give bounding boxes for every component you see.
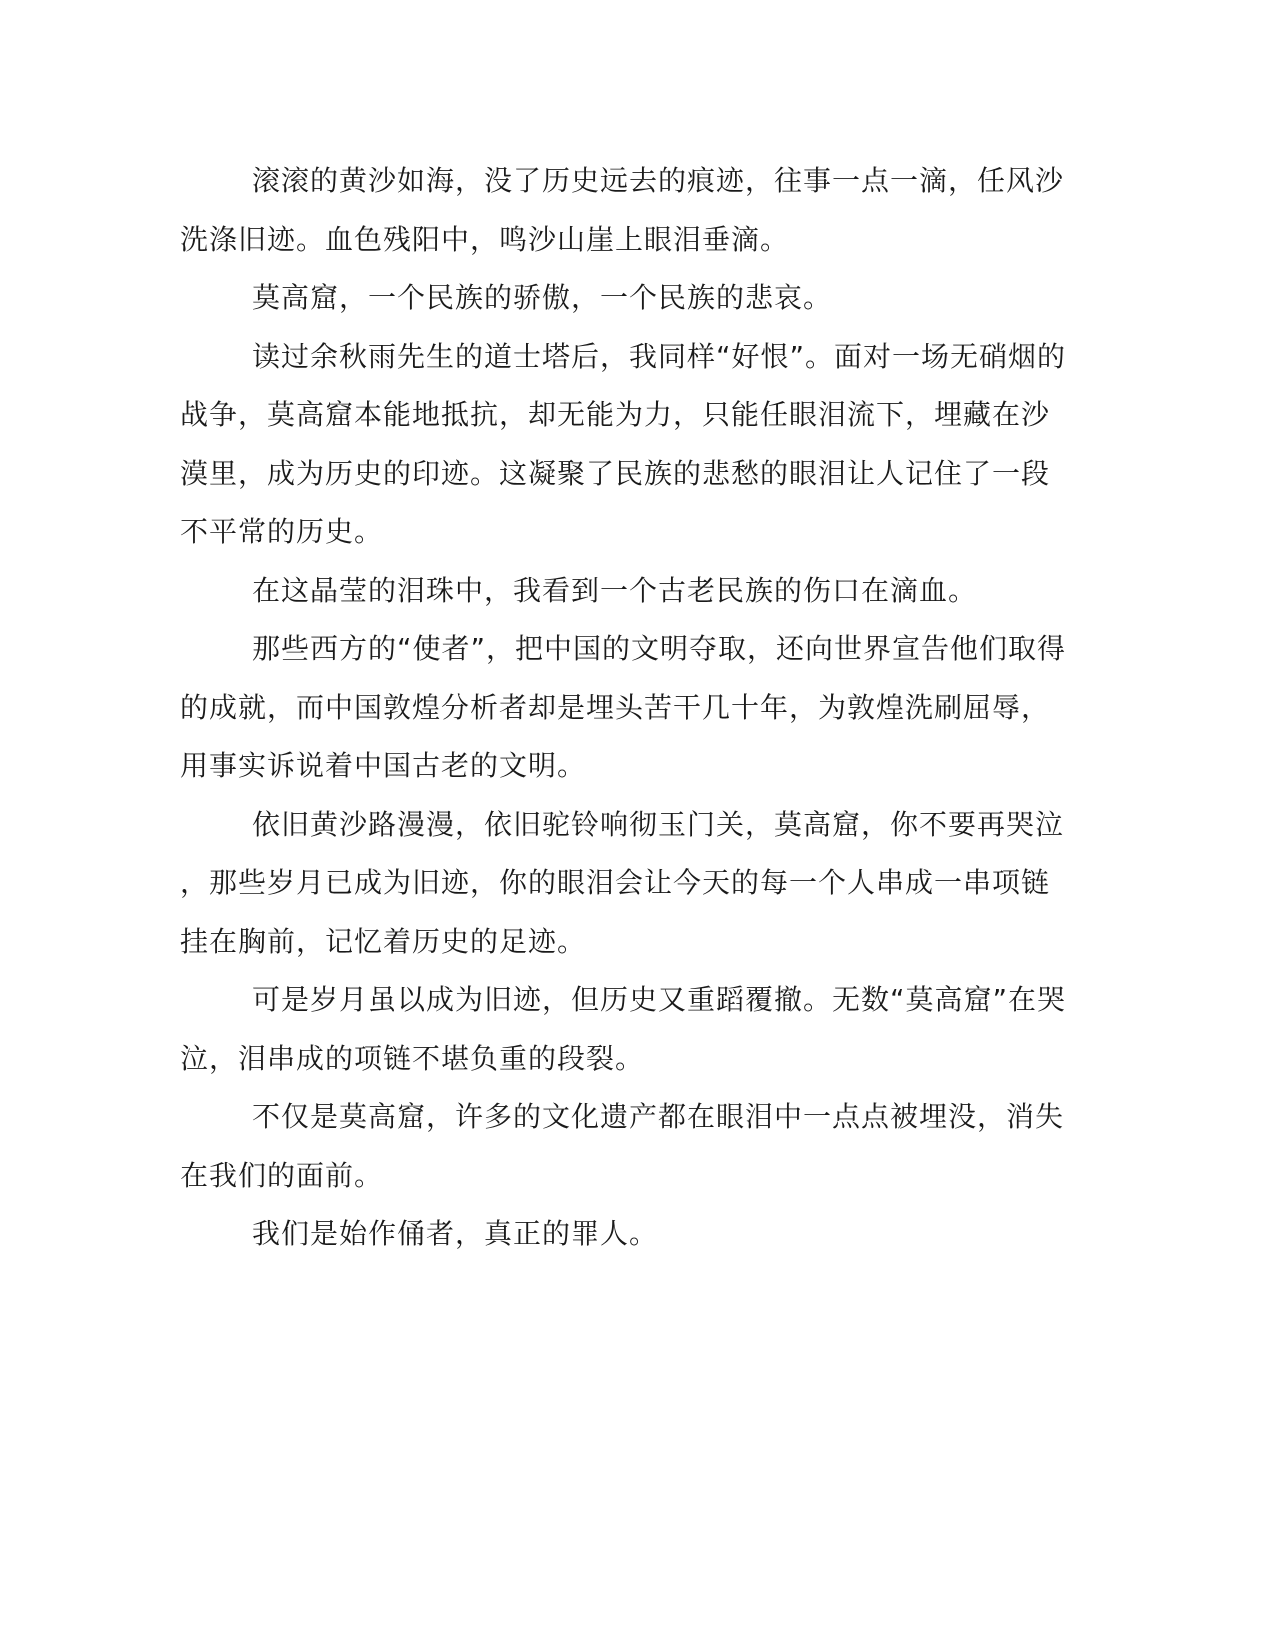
paragraph-line: ，那些岁月已成为旧迹，你的眼泪会让今天的每一个人串成一串项链 — [180, 866, 1051, 899]
paragraph-line: 用事实诉说着中国古老的文明。 — [180, 749, 587, 782]
paragraph-7 — [180, 971, 1067, 1088]
paragraph-line: 挂在胸前，记忆着历史的足迹。 — [180, 924, 587, 958]
paragraph-3 — [180, 328, 1067, 562]
paragraph-line: 可是岁月虽以成为旧迹，但历史又重蹈覆撤。无数“莫高窟”在哭 — [252, 983, 1067, 1016]
paragraph-line: 莫高窟，一个民族的骄傲，一个民族的悲哀。 — [252, 281, 833, 314]
paragraph-line: 洗涤旧迹。血色残阳中，鸣沙山崖上眼泪垂滴。 — [180, 222, 790, 256]
paragraph-line: 的成就，而中国敦煌分析者却是埋头苦干几十年，为敦煌洗刷屈辱， — [180, 690, 1051, 724]
paragraph-line: 滚滚的黄沙如海，没了历史远去的痕迹，往事一点一滴，任风沙 — [252, 164, 1065, 197]
document-body — [180, 152, 1067, 1264]
paragraph-6 — [180, 796, 1065, 972]
paragraph-line: 在这晶莹的泪珠中，我看到一个古老民族的伤口在滴血。 — [252, 573, 978, 607]
paragraph-line: 读过余秋雨先生的道士塔后，我同样“好恨”。面对一场无硝烟的 — [252, 339, 1067, 373]
paragraph-line: 依旧黄沙路漫漫，依旧驼铃响彻玉门关，莫高窟，你不要再哭泣 — [252, 807, 1065, 841]
paragraph-line: 泣，泪串成的项链不堪负重的段裂。 — [180, 1041, 645, 1075]
paragraph-1 — [180, 152, 1065, 269]
paragraph-line: 不仅是莫高窟，许多的文化遗产都在眼泪中一点点被埋没，消失 — [252, 1100, 1065, 1133]
paragraph-5 — [180, 620, 1067, 796]
paragraph-line: 在我们的面前。 — [180, 1158, 384, 1192]
paragraph-line: 不平常的历史。 — [180, 515, 384, 548]
paragraph-4 — [180, 562, 1025, 621]
paragraph-line: 战争，莫高窟本能地抵抗，却无能为力，只能任眼泪流下，埋藏在沙 — [180, 398, 1051, 431]
paragraph-line: 那些西方的“使者”，把中国的文明夺取，还向世界宣告他们取得 — [252, 632, 1067, 665]
paragraph-line: 我们是始作俑者，真正的罪人。 — [252, 1217, 659, 1250]
paragraph-9 — [180, 1205, 1025, 1264]
paragraph-2 — [180, 269, 1025, 328]
paragraph-line: 漠里，成为历史的印迹。这凝聚了民族的悲愁的眼泪让人记住了一段 — [180, 456, 1051, 490]
paragraph-8 — [180, 1088, 1065, 1205]
